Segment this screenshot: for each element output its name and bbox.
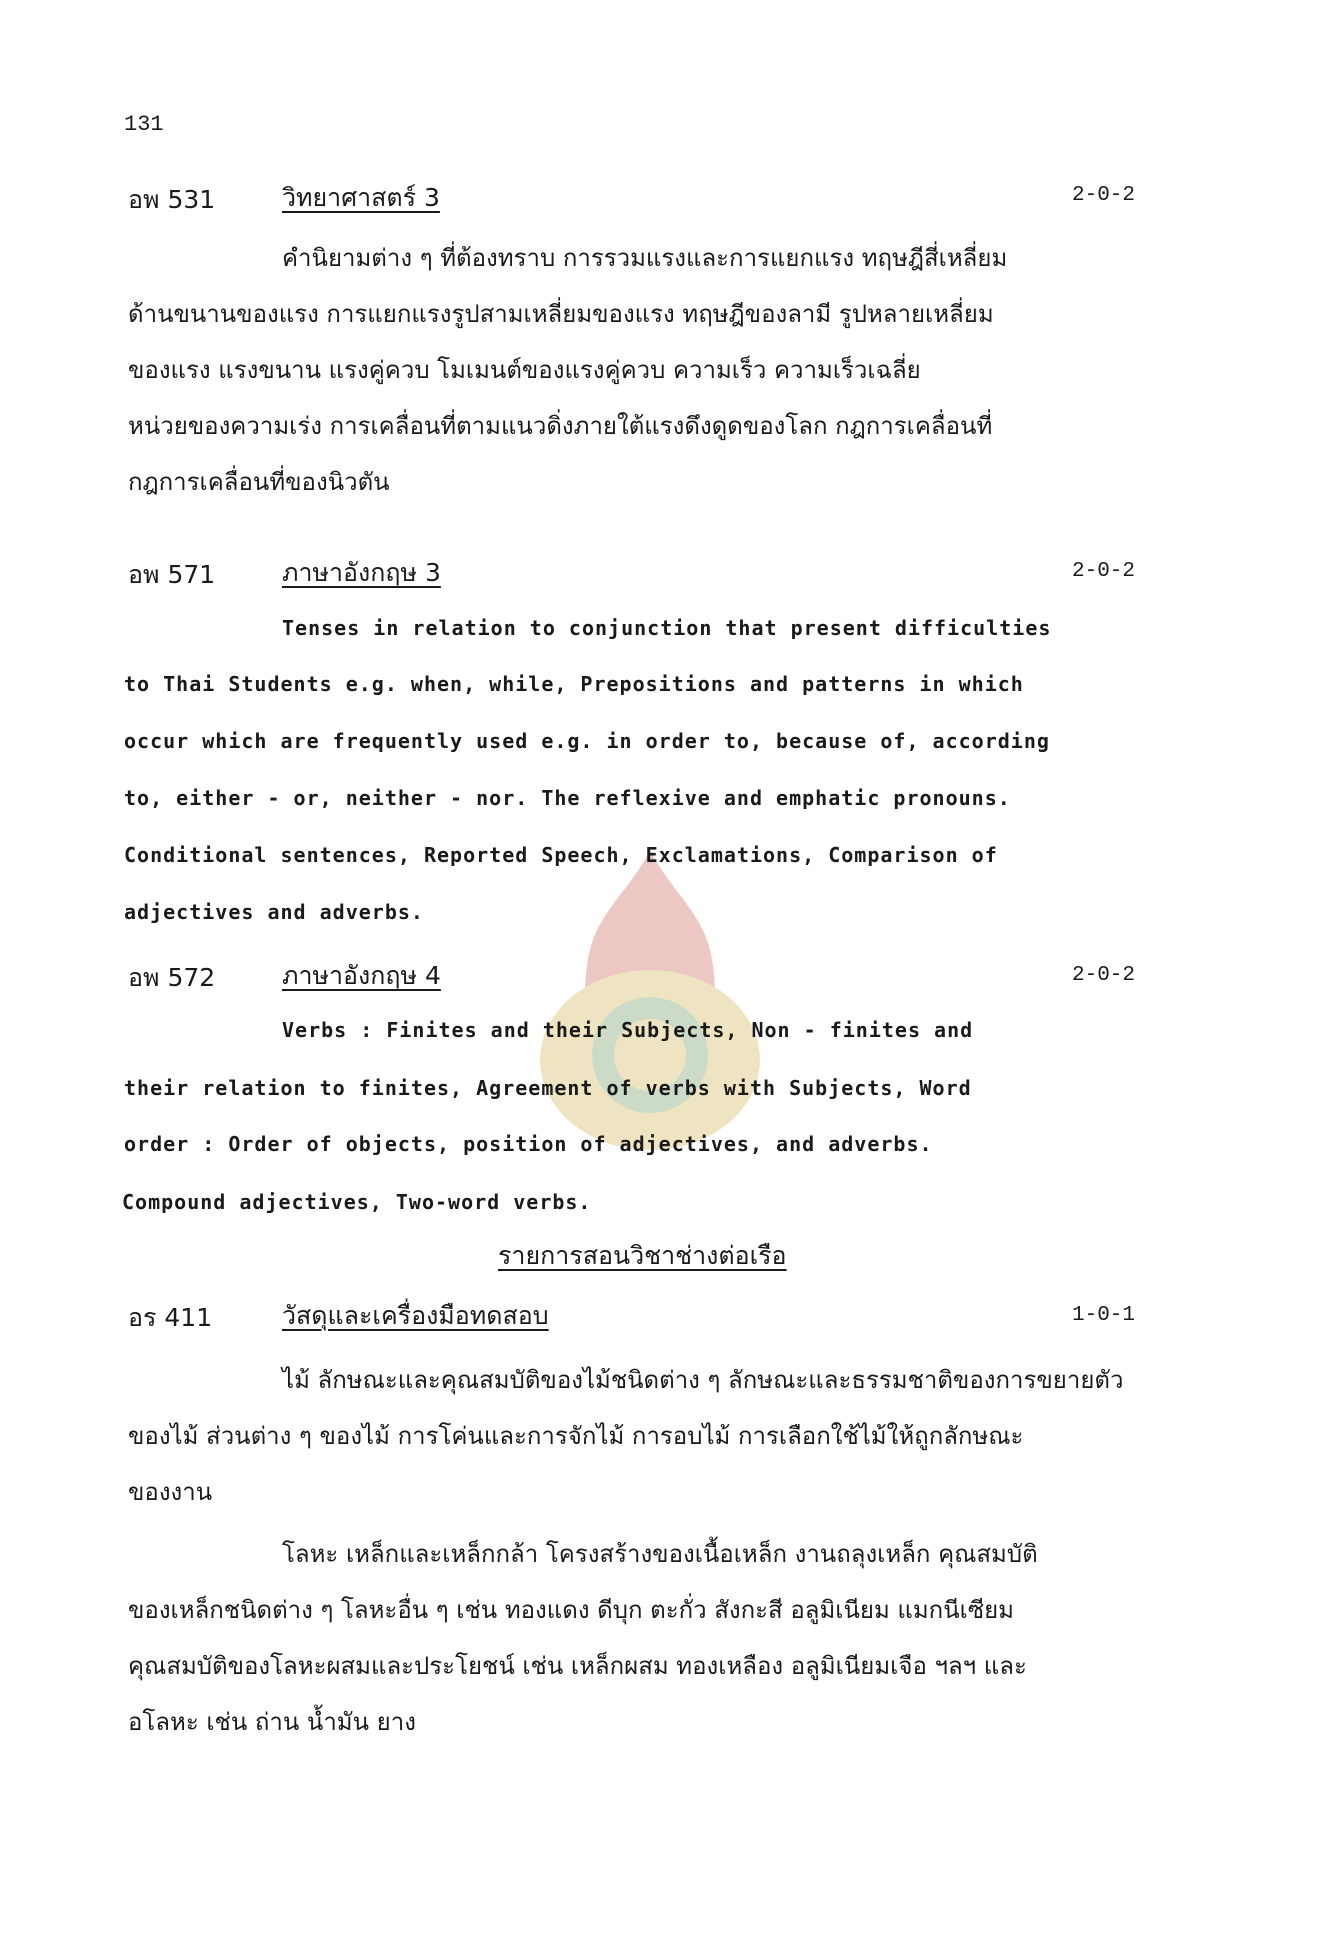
description-line: Tenses in relation to conjunction that present difficulties (282, 616, 1052, 640)
description-line: โลหะ เหล็กและเหล็กกล้า โครงสร้างของเนื้อเหล็ก งานถลุงเหล็ก คุณสมบัติ (282, 1540, 1038, 1568)
description-line: to Thai Students e.g. when, while, Prepositions and patterns in which (124, 672, 1024, 696)
description-line: ไม้ ลักษณะและคุณสมบัติของไม้ชนิดต่าง ๆ ลักษณะและธรรมชาติของการขยายตัว (282, 1366, 1124, 1394)
course-title: วัสดุและเครื่องมือทดสอบ (282, 1301, 549, 1330)
course-title: ภาษาอังกฤษ 3 (282, 558, 441, 587)
description-line: adjectives and adverbs. (124, 900, 424, 924)
description-line: occur which are frequently used e.g. in order to, because of, according (124, 729, 1050, 753)
description-line: หน่วยของความเร่ง การเคลื่อนที่ตามแนวดิ่งภายใต้แรงดึงดูดของโลก กฎการเคลื่อนที่ (128, 412, 993, 440)
emblem-watermark (520, 840, 780, 1160)
description-line: ของแรง แรงขนาน แรงคู่ควบ โมเมนต์ของแรงคู่ควบ ความเร็ว ความเร็วเฉลี่ย (128, 356, 921, 384)
course-title: ภาษาอังกฤษ 4 (282, 961, 441, 990)
description-line: order : Order of objects, position of adjectives, and adverbs. (124, 1132, 933, 1156)
description-line: their relation to finites, Agreement of verbs with Subjects, Word (124, 1076, 972, 1100)
course-title: วิทยาศาสตร์ 3 (282, 183, 440, 212)
course-code: อร 411 (128, 1303, 213, 1332)
description-line: ของไม้ ส่วนต่าง ๆ ของไม้ การโค่นและการจักไม้ การอบไม้ การเลือกใช้ไม้ให้ถูกลักษณะ (128, 1422, 1024, 1450)
course-code: อพ 572 (128, 963, 216, 992)
description-line: Verbs : Finites and their Subjects, Non - finites and (282, 1018, 974, 1042)
course-credits: 2-0-2 (1072, 184, 1136, 207)
course-code: อพ 531 (128, 185, 216, 214)
course-credits: 1-0-1 (1072, 1304, 1136, 1327)
description-line: ของงาน (128, 1478, 213, 1506)
course-credits: 2-0-2 (1072, 964, 1136, 987)
section-heading: รายการสอนวิชาช่างต่อเรือ (498, 1241, 787, 1270)
description-line: คำนิยามต่าง ๆ ที่ต้องทราบ การรวมแรงและการแยกแรง ทฤษฎีสี่เหลี่ยม (282, 244, 1008, 272)
description-line: to, either - or, neither - nor. The reflexive and emphatic pronouns. (124, 786, 1011, 810)
course-code: อพ 571 (128, 560, 216, 589)
description-line: ของเหล็กชนิดต่าง ๆ โลหะอื่น ๆ เช่น ทองแดง ดีบุก ตะกั่ว สังกะสี อลูมิเนียม แมกนีเซียม (128, 1596, 1014, 1624)
page-number: 131 (124, 112, 164, 137)
description-line: Conditional sentences, Reported Speech, Exclamations, Comparison of (124, 843, 998, 867)
description-line: อโลหะ เช่น ถ่าน น้ำมัน ยาง (128, 1708, 416, 1736)
description-line: ด้านขนานของแรง การแยกแรงรูปสามเหลี่ยมของแรง ทฤษฎีของลามี รูปหลายเหลี่ยม (128, 300, 994, 328)
description-line: Compound adjectives, Two-word verbs. (122, 1190, 592, 1214)
description-line: กฎการเคลื่อนที่ของนิวตัน (128, 468, 390, 496)
description-line: คุณสมบัติของโลหะผสมและประโยชน์ เช่น เหล็กผสม ทองเหลือง อลูมิเนียมเจือ ฯลฯ และ (128, 1652, 1027, 1680)
course-credits: 2-0-2 (1072, 560, 1136, 583)
